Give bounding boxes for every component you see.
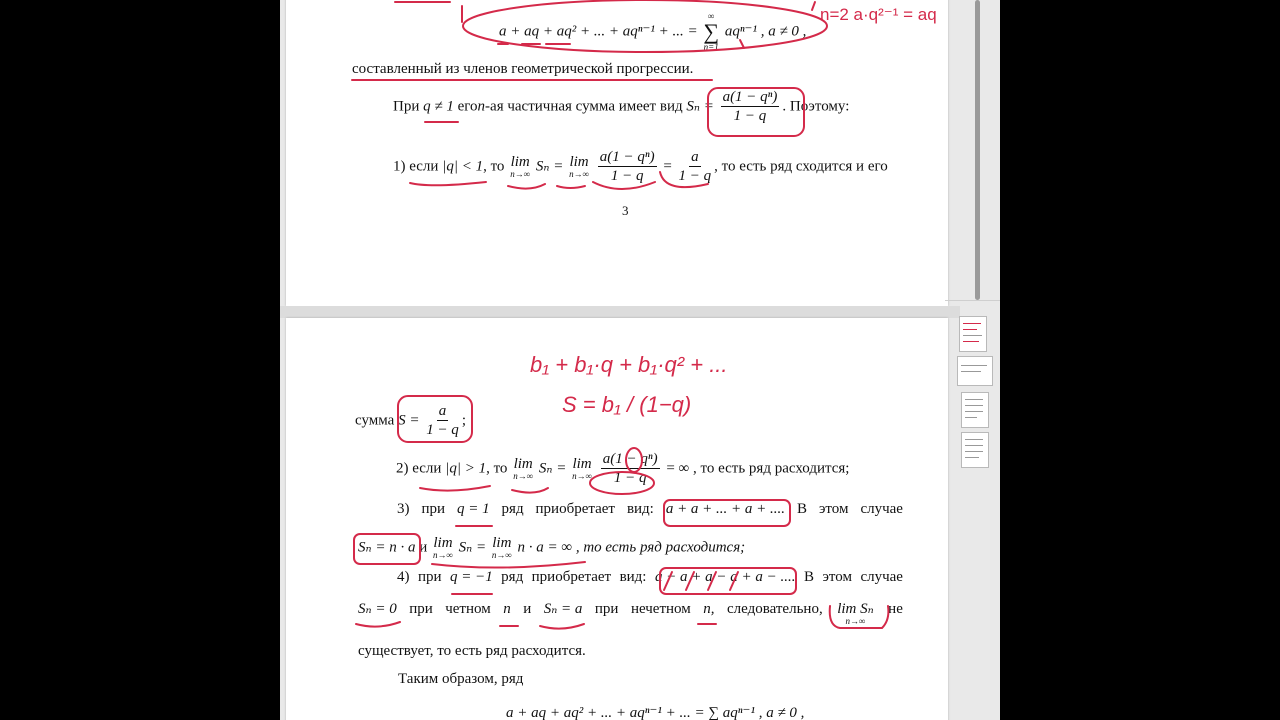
limit-operator: [510, 155, 530, 179]
q-equals-minus-one: q = −1: [449, 569, 493, 585]
scrollbar[interactable]: [975, 0, 980, 300]
ink-note-right: n=2 a·q²⁻¹ = aq: [820, 5, 937, 24]
bottom-series-text: a + aq + aq² + ... + aqⁿ⁻¹ + ... = ∑ aqⁿ⁻¹ , a ≠ 0 ,: [506, 705, 805, 720]
case-3-line-1: [397, 502, 903, 517]
ink-formula-s: S = b₁ / (1−q): [562, 392, 692, 417]
case-1-lead: 1) если: [393, 158, 439, 175]
sum-lower-limit: n=1: [703, 42, 719, 52]
limit-operator: [433, 536, 453, 560]
limit-fraction: [601, 452, 660, 486]
page-gap: [280, 306, 960, 318]
thumbnail-line: [965, 439, 983, 440]
thumbnail-page-4[interactable]: [961, 432, 989, 468]
word: вид:: [626, 501, 654, 517]
conclusion-text: Таким образом, ряд: [398, 671, 524, 687]
fraction-numerator: a(1 − qⁿ): [722, 89, 778, 105]
text-pri: При: [393, 98, 420, 115]
sn-lhs: Sₙ =: [686, 98, 714, 115]
case-3-tail: n · a = ∞ , то есть ряд расходится;: [517, 539, 746, 556]
series-formula: [499, 12, 806, 52]
sum-fraction: [426, 404, 459, 438]
case-2-tail: = ∞ , то есть ряд расходится;: [666, 460, 850, 477]
thumbnail-line: [963, 341, 979, 342]
word: и: [523, 601, 532, 617]
sum-operator: [703, 12, 719, 52]
n-symbol: n,: [703, 601, 715, 617]
series-q1: a + a + ... + a + ....: [665, 501, 786, 517]
partial-sum-fraction: [721, 90, 780, 124]
n-symbol: n: [477, 98, 486, 115]
sn-equals-zero: Sₙ = 0: [358, 601, 397, 617]
case-2-lead: 2) если: [396, 460, 442, 477]
thumbnail-line: [965, 451, 983, 452]
thumbnail-line: [963, 323, 981, 324]
word: следовательно,: [726, 601, 823, 617]
word: случае: [860, 569, 903, 585]
word: четном: [445, 601, 491, 617]
lim-text: lim: [510, 154, 530, 170]
thumbnail-line: [965, 417, 977, 418]
fraction-numerator: a: [691, 149, 699, 165]
bottom-series: [506, 706, 804, 720]
lim-text: lim Sₙ: [837, 601, 874, 617]
lim-subscript: n→∞: [845, 616, 866, 626]
limit-operator: [513, 457, 533, 481]
thumbnail-page-2[interactable]: [957, 356, 993, 386]
word: этом: [818, 501, 849, 517]
word: приобретает: [531, 569, 612, 585]
ink-series-b: b₁ + b₁·q + b₁·q² + ...: [530, 352, 728, 377]
page-number: 3: [622, 203, 629, 218]
case-3-number: 3): [397, 501, 410, 517]
word: случае: [860, 501, 903, 517]
word: ряд: [501, 501, 524, 517]
limit-operator-2: [572, 457, 592, 481]
lim-text: lim: [513, 456, 533, 472]
thumbnail-line: [961, 371, 981, 372]
thumbnail-page-1[interactable]: [959, 316, 987, 352]
thumbnail-line: [965, 399, 983, 400]
series-condition: , a ≠ 0 ,: [760, 23, 807, 40]
sigma-symbol: ∑: [703, 19, 720, 44]
word: при: [594, 601, 619, 617]
sum-line: [355, 404, 466, 438]
text-poetomu: . Поэтому:: [782, 98, 850, 115]
case-4-line-1: [397, 570, 903, 585]
thumbnail-line: [963, 329, 977, 330]
q-equals-one: q = 1: [456, 501, 490, 517]
thumbnail-line: [965, 445, 983, 446]
thumbnail-line: [961, 365, 987, 366]
case-4-line-2: [358, 602, 903, 626]
fraction-denominator: 1 − q: [733, 108, 767, 124]
case-1-line: [393, 150, 888, 184]
abs-q-less-one: |q| < 1: [442, 158, 484, 175]
fraction-denominator: 1 − q: [678, 168, 712, 184]
word: при: [409, 601, 433, 617]
sum-upper-limit: ∞: [708, 11, 715, 21]
series-alternating: a − a + a − a + a − ....: [654, 569, 796, 585]
limit-operator-2: [569, 155, 589, 179]
text-summa: сумма: [355, 412, 395, 429]
word: приобретает: [535, 501, 615, 517]
word: не: [888, 601, 903, 617]
fraction-denominator: 1 − q: [613, 470, 647, 486]
q-not-one: q ≠ 1: [423, 98, 454, 115]
partial-sum-description: -ая частичная сумма имеет вид: [485, 98, 683, 115]
text-to: , то: [486, 460, 508, 477]
thumbnail-line: [965, 405, 983, 406]
word: В: [797, 501, 808, 517]
sn-equals-na: Sₙ = n · a: [358, 539, 416, 556]
document-viewer[interactable]: [280, 0, 1000, 720]
case-1-tail: , то есть ряд сходится и его: [714, 158, 888, 175]
thumbnail-line: [963, 335, 982, 336]
lim-subscript: n→∞: [510, 169, 531, 179]
partial-sum-line: [393, 90, 849, 124]
word: при: [417, 569, 442, 585]
limit-sn: [837, 602, 874, 626]
series-terms: a + aq + aq² + ... + aqⁿ⁻¹ + ... =: [499, 23, 698, 40]
sn-equals: Sₙ =: [538, 460, 567, 477]
composed-text: составленный из членов геометрической прогрессии.: [352, 61, 694, 77]
fraction-denominator: 1 − q: [610, 168, 644, 184]
s-equals: S =: [398, 412, 420, 429]
thumbnail-divider: [945, 300, 1000, 301]
lim-text: lim: [492, 535, 512, 551]
word: этом: [822, 569, 852, 585]
sn-equals-a: Sₙ = a: [543, 601, 583, 617]
word: нечетном: [630, 601, 691, 617]
thumbnail-line: [965, 457, 979, 458]
text-to: , то: [483, 158, 505, 175]
semicolon: ;: [461, 412, 466, 429]
case-4-line-3: существует, то есть ряд расходится.: [358, 643, 586, 659]
word: ряд: [501, 569, 524, 585]
equals-sign: =: [663, 158, 672, 175]
thumbnail-page-3[interactable]: [961, 392, 989, 428]
fraction-numerator: a(1 − qⁿ): [602, 451, 658, 467]
fraction-denominator: 1 − q: [426, 422, 459, 438]
limit-fraction: [598, 150, 657, 184]
sn-equals: Sₙ =: [535, 158, 564, 175]
lim-subscript: n→∞: [569, 169, 589, 179]
lim-text: lim: [572, 456, 592, 472]
scrollbar-thumb[interactable]: [975, 0, 980, 300]
text-ego: его: [457, 98, 478, 115]
fraction-numerator: a: [438, 403, 447, 419]
case-3-line-2: [358, 536, 745, 560]
sum-term: aqⁿ⁻¹: [724, 23, 757, 40]
document-page-4: [286, 318, 948, 720]
word-and: и: [419, 539, 428, 556]
sum-result-fraction: [679, 150, 712, 184]
lim-subscript: n→∞: [572, 471, 592, 481]
limit-operator-2: [492, 536, 512, 560]
lim-subscript: n→∞: [491, 550, 512, 560]
lim-text: lim: [569, 154, 589, 170]
case-2-line: [396, 452, 849, 486]
lim-subscript: n→∞: [513, 471, 534, 481]
word: В: [804, 569, 815, 585]
word: при: [421, 501, 446, 517]
abs-q-greater-one: |q| > 1: [445, 460, 487, 477]
lim-text: lim: [433, 535, 453, 551]
thumbnail-line: [965, 411, 983, 412]
case-4-number: 4): [397, 569, 410, 585]
document-page-3: [286, 0, 948, 306]
fraction-numerator: a(1 − qⁿ): [599, 149, 655, 165]
n-symbol: n: [503, 601, 511, 617]
sn-equals: Sₙ =: [458, 539, 487, 556]
word: вид:: [619, 569, 647, 585]
lim-subscript: n→∞: [432, 550, 453, 560]
